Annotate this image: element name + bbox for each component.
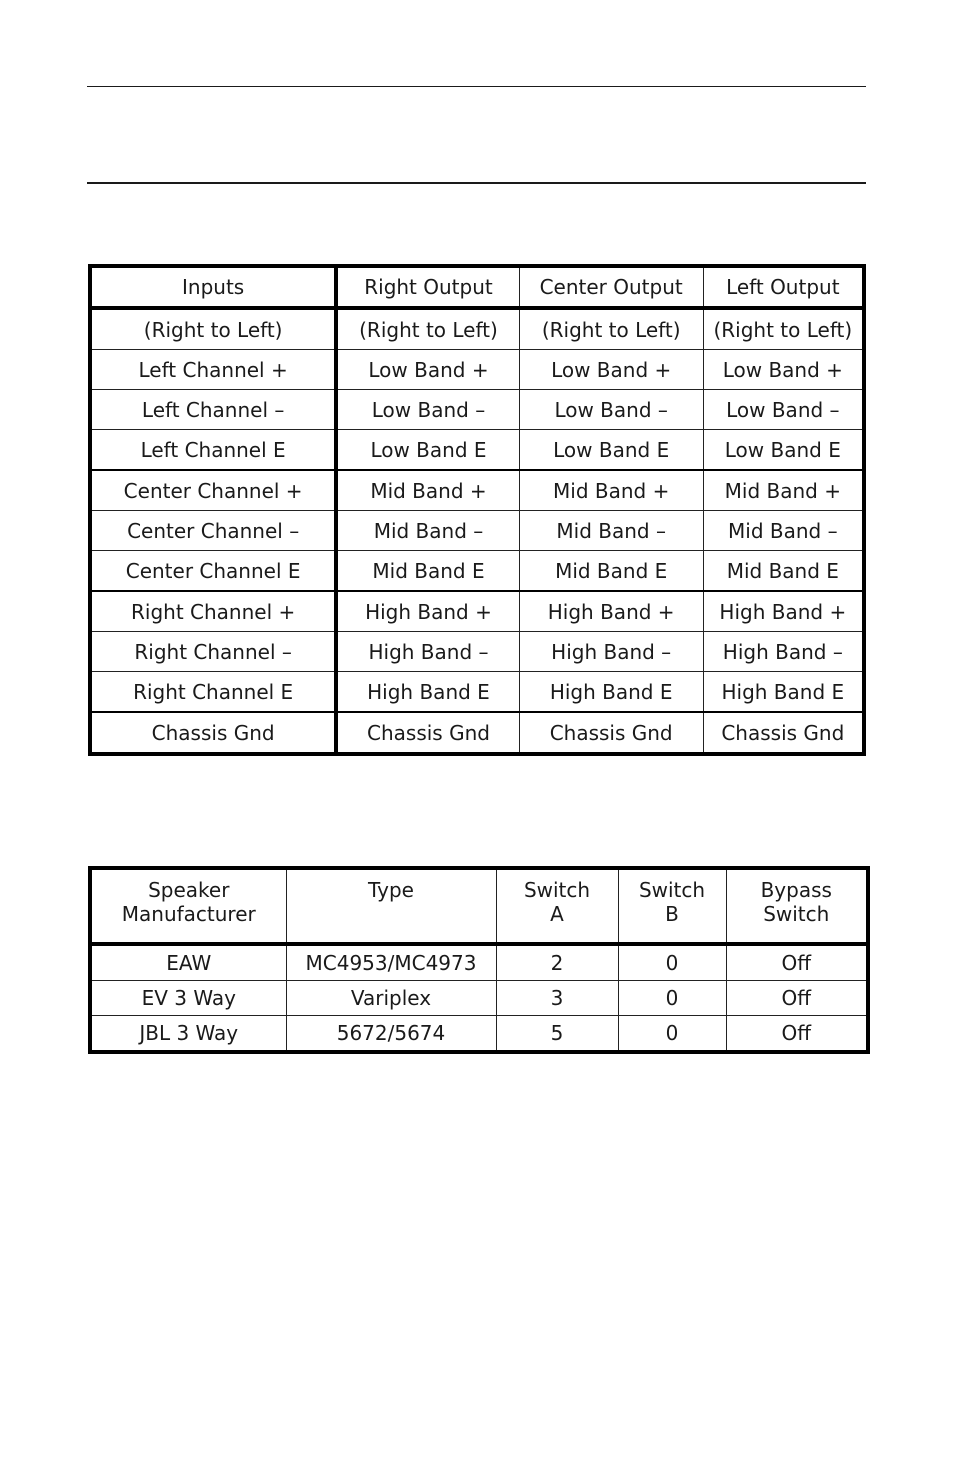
- table-cell: Low Band +: [519, 350, 703, 390]
- table-cell: High Band +: [519, 591, 703, 632]
- table-row: [90, 430, 864, 471]
- table-cell: Mid Band +: [336, 470, 519, 511]
- table-cell: Off: [726, 981, 868, 1016]
- table-cell: 0: [618, 944, 726, 981]
- table-cell: Low Band –: [336, 390, 519, 430]
- header-line: Manufacturer: [121, 902, 256, 926]
- table-cell: Right Channel –: [90, 632, 336, 672]
- table-cell: High Band E: [336, 672, 519, 713]
- table-cell: Mid Band –: [519, 511, 703, 551]
- table-cell: MC4953/MC4973: [286, 944, 496, 981]
- table-cell: Mid Band E: [336, 551, 519, 592]
- header-right-output: Right Output: [336, 266, 519, 308]
- table-cell: Mid Band +: [703, 470, 864, 511]
- table-cell: Chassis Gnd: [336, 712, 519, 754]
- table-cell: (Right to Left): [703, 308, 864, 350]
- table-cell: Right Channel E: [90, 672, 336, 713]
- header-inputs: Inputs: [90, 266, 336, 308]
- table-cell: Low Band E: [519, 430, 703, 471]
- table-cell: (Right to Left): [519, 308, 703, 350]
- switch-settings-table: [88, 866, 870, 1054]
- header-switch-a: [496, 868, 618, 944]
- table-cell: Center Channel +: [90, 470, 336, 511]
- table-row: [90, 981, 868, 1016]
- table-cell: 0: [618, 1016, 726, 1053]
- header-line: Switch: [523, 878, 591, 902]
- table-cell: JBL 3 Way: [90, 1016, 286, 1053]
- header-line: Switch: [638, 878, 706, 902]
- table-cell: High Band –: [336, 632, 519, 672]
- table-row: [90, 632, 864, 672]
- table-cell: Chassis Gnd: [519, 712, 703, 754]
- table-cell: 5: [496, 1016, 618, 1053]
- table-cell: High Band –: [703, 632, 864, 672]
- table-cell: Low Band +: [703, 350, 864, 390]
- table-row: [90, 511, 864, 551]
- table-cell: Off: [726, 1016, 868, 1053]
- table-row: [90, 350, 864, 390]
- table-cell: High Band E: [703, 672, 864, 713]
- table-cell: Low Band +: [336, 350, 519, 390]
- header-line: B: [665, 902, 679, 926]
- table-row: [90, 1016, 868, 1053]
- table-cell: Mid Band E: [519, 551, 703, 592]
- table-row: [90, 551, 864, 592]
- header-center-output: Center Output: [519, 266, 703, 308]
- table-cell: Mid Band –: [703, 511, 864, 551]
- header-rule: [87, 182, 866, 184]
- table-row: [90, 944, 868, 981]
- switch-header-row: [90, 868, 868, 944]
- table-cell: Chassis Gnd: [90, 712, 336, 754]
- table-cell: Center Channel –: [90, 511, 336, 551]
- table-cell: EAW: [90, 944, 286, 981]
- table-cell: Left Channel +: [90, 350, 336, 390]
- table-cell: 5672/5674: [286, 1016, 496, 1053]
- table-cell: Chassis Gnd: [703, 712, 864, 754]
- top-rule: [87, 86, 866, 87]
- table-row: [90, 390, 864, 430]
- table-cell: Mid Band E: [703, 551, 864, 592]
- wiring-table: [88, 264, 866, 756]
- table-cell: (Right to Left): [336, 308, 519, 350]
- table-cell: Right Channel +: [90, 591, 336, 632]
- wiring-header-row: [90, 266, 864, 308]
- table-cell: Left Channel –: [90, 390, 336, 430]
- table-row: [90, 470, 864, 511]
- table-row: [90, 712, 864, 754]
- header-left-output: Left Output: [703, 266, 864, 308]
- header-speaker-manufacturer: [90, 868, 286, 944]
- table-cell: Off: [726, 944, 868, 981]
- header-line: Type: [368, 878, 414, 902]
- table-cell: (Right to Left): [90, 308, 336, 350]
- header-line: A: [550, 902, 564, 926]
- table-cell: Low Band –: [703, 390, 864, 430]
- header-type: [286, 868, 496, 944]
- table-cell: Mid Band –: [336, 511, 519, 551]
- table-row: [90, 672, 864, 713]
- table-row: [90, 591, 864, 632]
- table-cell: Left Channel E: [90, 430, 336, 471]
- table-cell: Mid Band +: [519, 470, 703, 511]
- header-bypass-switch: [726, 868, 868, 944]
- table-cell: Variplex: [286, 981, 496, 1016]
- header-line: Bypass: [760, 878, 832, 902]
- table-cell: EV 3 Way: [90, 981, 286, 1016]
- table-cell: High Band +: [336, 591, 519, 632]
- header-line: Speaker: [148, 878, 230, 902]
- table-cell: High Band +: [703, 591, 864, 632]
- header-switch-b: [618, 868, 726, 944]
- table-cell: Low Band E: [336, 430, 519, 471]
- table-cell: High Band E: [519, 672, 703, 713]
- header-line: Switch: [763, 902, 830, 926]
- table-cell: 3: [496, 981, 618, 1016]
- table-row: [90, 308, 864, 350]
- table-cell: High Band –: [519, 632, 703, 672]
- table-cell: Center Channel E: [90, 551, 336, 592]
- table-cell: Low Band –: [519, 390, 703, 430]
- table-cell: Low Band E: [703, 430, 864, 471]
- table-cell: 0: [618, 981, 726, 1016]
- table-cell: 2: [496, 944, 618, 981]
